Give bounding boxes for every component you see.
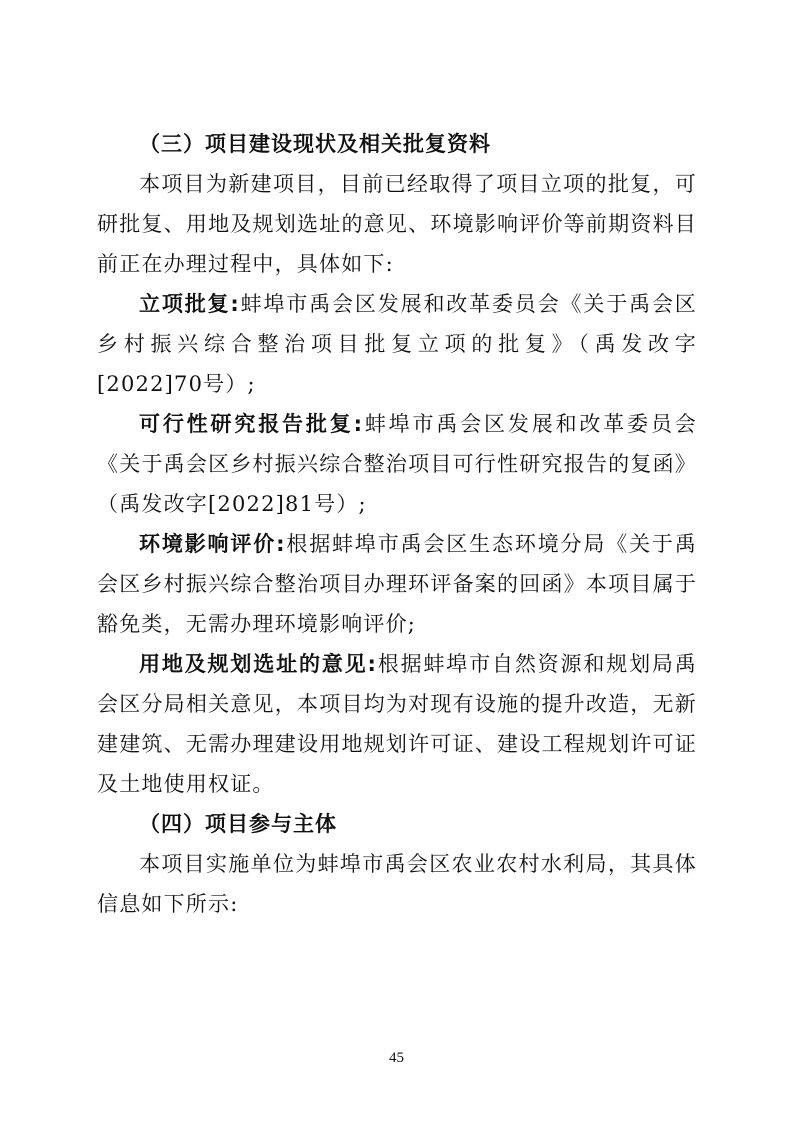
item-approval-lead: 立项批复: xyxy=(139,292,240,316)
item-approval xyxy=(97,284,697,404)
section-4-text: 本项目实施单位为蚌埠市禹会区农业农村水利局，其具体信息如下所示: xyxy=(97,852,697,916)
item-feasibility-lead: 可行性研究报告批复: xyxy=(139,412,364,436)
item-approval-text: 蚌埠市禹会区发展和改革委员会《关于禹会区乡村振兴综合整治项目批复立项的批复》（禹发改字[2022]70号）; xyxy=(97,292,697,396)
item-environment-text: 根据蚌埠市禹会区生态环境分局《关于禹会区乡村振兴综合整治项目办理环评备案的回函》本项目属于豁免类，无需办理环境影响评价; xyxy=(97,532,697,636)
item-environment xyxy=(97,524,697,644)
section-3-intro: 本项目为新建项目，目前已经取得了项目立项的批复，可研批复、用地及规划选址的意见、环境影响评价等前期资料目前正在办理过程中，具体如下: xyxy=(97,172,697,276)
item-land-use xyxy=(97,644,697,804)
item-feasibility-text: 蚌埠市禹会区发展和改革委员会《关于禹会区乡村振兴综合整治项目可行性研究报告的复函》（禹发改字[2022]81号）; xyxy=(97,412,697,516)
section-heading-4: （四）项目参与主体 xyxy=(139,812,337,836)
item-land-use-text: 根据蚌埠市自然资源和规划局禹会区分局相关意见，本项目均为对现有设施的提升改造，无新建建筑、无需办理建设用地规划许可证、建设工程规划许可证及土地使用权证。 xyxy=(97,652,697,796)
page-number: 45 xyxy=(389,1050,404,1066)
page-content xyxy=(97,124,697,924)
item-feasibility xyxy=(97,404,697,524)
item-land-use-lead: 用地及规划选址的意见: xyxy=(139,652,378,676)
item-environment-lead: 环境影响评价: xyxy=(139,532,286,556)
section-heading-3: （三）项目建设现状及相关批复资料 xyxy=(139,132,491,156)
